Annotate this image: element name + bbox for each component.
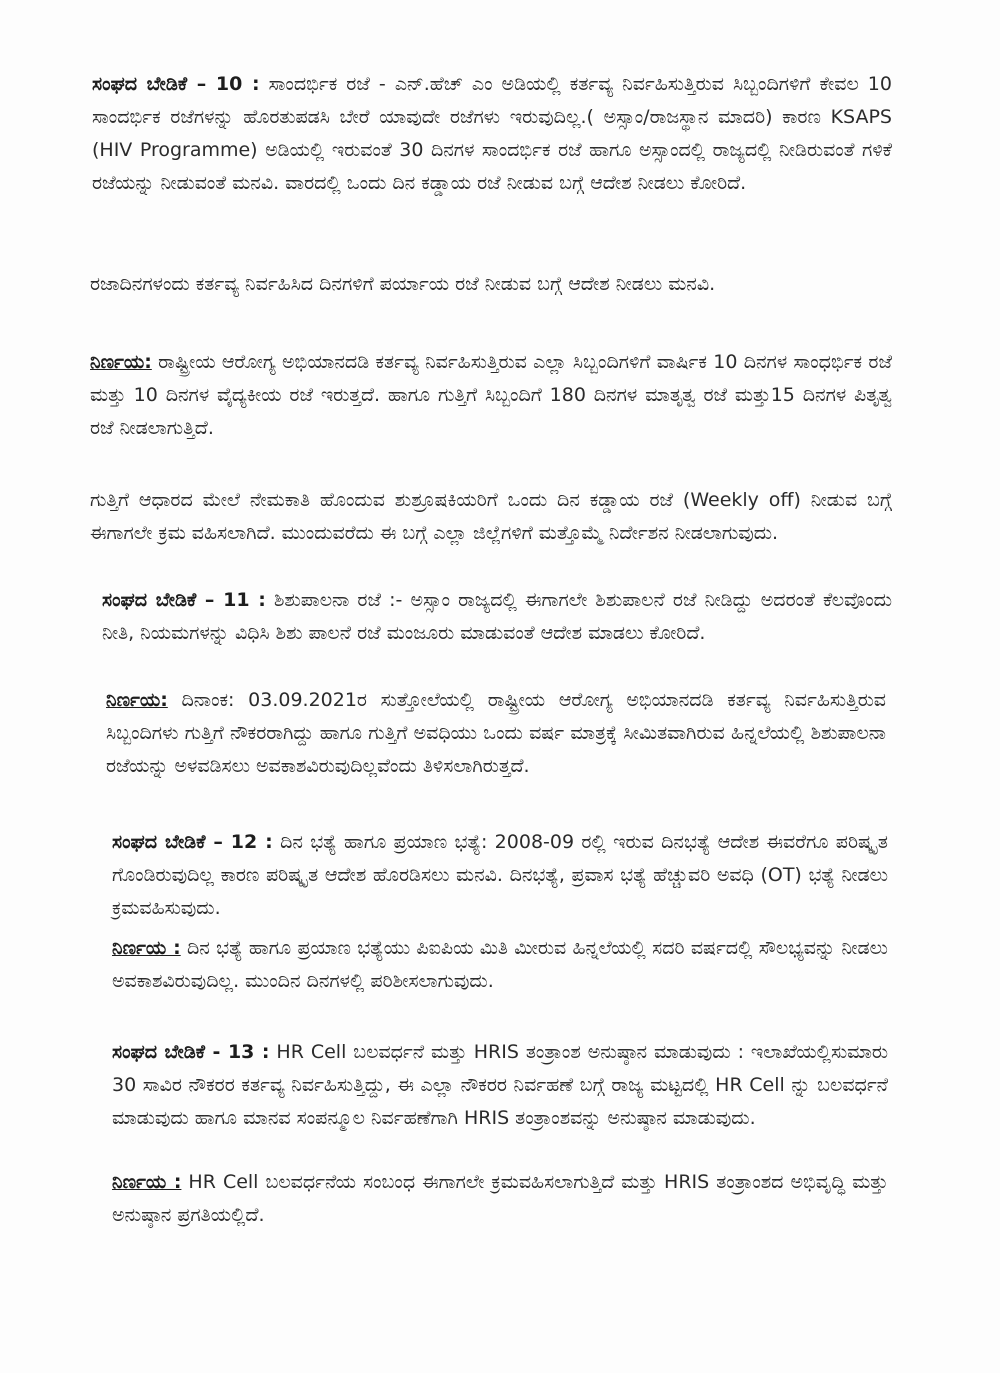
demand-11-paragraph: [102, 584, 892, 650]
demand-10-paragraph: [92, 68, 892, 200]
decision-13-paragraph: [112, 1166, 888, 1232]
weekly-off-body: ಗುತ್ತಿಗೆ ಆಧಾರದ ಮೇಲೆ ನೇಮಕಾತಿ ಹೊಂದುವ ಶುಶ್ರೂಷಕಿಯರಿಗೆ ಒಂದು ದಿನ ಕಡ್ಡಾಯ ರಜೆ (Weekly off) ನೀಡುವ ಬಗ್ಗೆ ಈಗಾಗಲೇ ಕ್ರಮ ವಹಿಸಲಾಗಿದೆ. ಮುಂದುವರೆದು ಈ ಬಗ್ಗೆ ಎಲ್ಲಾ ಜಿಲ್ಲೆಗಳಿಗೆ ಮತ್ತೊಮ್ಮೆ ನಿರ್ದೇಶನ ನೀಡಲಾಗುವುದು.: [90, 489, 892, 544]
decision-13-body: HR Cell ಬಲವರ್ಧನೆಯ ಸಂಬಂಧ ಈಗಾಗಲೇ ಕ್ರಮವಹಿಸಲಾಗುತ್ತಿದೆ ಮತ್ತು HRIS ತಂತ್ರಾಂಶದ ಅಭಿವೃದ್ಧಿ ಮತ್ತು ಅನುಷ್ಠಾನ ಪ್ರಗತಿಯಲ್ಲಿದೆ.: [112, 1171, 888, 1226]
decision-11-heading: ನಿರ್ಣಯ:: [106, 689, 168, 711]
decision-11-paragraph: [106, 684, 886, 783]
demand-13-paragraph: [112, 1036, 888, 1135]
demand-13-body: HR Cell ಬಲವರ್ಧನೆ ಮತ್ತು HRIS ತಂತ್ರಾಂಶ ಅನುಷ್ಠಾನ ಮಾಡುವುದು : ಇಲಾಖೆಯಲ್ಲಿಸುಮಾರು 30 ಸಾವಿರ ನೌಕರರ ಕರ್ತವ್ಯ ನಿರ್ವಹಿಸುತ್ತಿದ್ದು, ಈ ಎಲ್ಲಾ ನೌಕರರ ನಿರ್ವಹಣೆ ಬಗ್ಗೆ ರಾಜ್ಯ ಮಟ್ಟದಲ್ಲಿ HR Cell ನ್ನು ಬಲವರ್ಧನೆ ಮಾಡುವುದು ಹಾಗೂ ಮಾನವ ಸಂಪನ್ಮೂಲ ನಿರ್ವಹಣೆಗಾಗಿ HRIS ತಂತ್ರಾಂಶವನ್ನು ಅನುಷ್ಠಾನ ಮಾಡುವುದು.: [112, 1041, 888, 1129]
decision-12-paragraph: [112, 932, 888, 998]
demand-10-body: ಸಾಂದರ್ಭಿಕ ರಜೆ - ಎನ್.ಹೆಚ್ ಎಂ ಅಡಿಯಲ್ಲಿ ಕರ್ತವ್ಯ ನಿರ್ವಹಿಸುತ್ತಿರುವ ಸಿಬ್ಬಂದಿಗಳಿಗೆ ಕೇವಲ 10 ಸಾಂದರ್ಭಿಕ ರಜೆಗಳನ್ನು ಹೊರತುಪಡಸಿ ಬೇರೆ ಯಾವುದೇ ರಜೆಗಳು ಇರುವುದಿಲ್ಲ.( ಅಸ್ಸಾಂ/ರಾಜಸ್ಥಾನ ಮಾದರಿ) ಕಾರಣ KSAPS (HIV Programme) ಅಡಿಯಲ್ಲಿ ಇರುವಂತೆ 30 ದಿನಗಳ ಸಾಂದರ್ಭಿಕ ರಜೆ ಹಾಗೂ ಅಸ್ಸಾಂದಲ್ಲಿ ರಾಜ್ಯದಲ್ಲಿ ನೀಡಿರುವಂತೆ ಗಳಿಕೆ ರಜೆಯನ್ನು ನೀಡುವಂತೆ ಮನವಿ. ವಾರದಲ್ಲಿ ಒಂದು ದಿನ ಕಡ್ಡಾಯ ರಜೆ ನೀಡುವ ಬಗ್ಗೆ ಆದೇಶ ನೀಡಲು ಕೋರಿದೆ.: [92, 73, 892, 194]
demand-12-body: ದಿನ ಭತ್ಯೆ ಹಾಗೂ ಪ್ರಯಾಣ ಭತ್ಯೆ: 2008-09 ರಲ್ಲಿ ಇರುವ ದಿನಭತ್ಯೆ ಆದೇಶ ಈವರೆಗೂ ಪರಿಷ್ಕೃತ ಗೊಂಡಿರುವುದಿಲ್ಲ ಕಾರಣ ಪರಿಷ್ಕೃತ ಆದೇಶ ಹೊರಡಿಸಲು ಮನವಿ. ದಿನಭತ್ಯೆ, ಪ್ರವಾಸ ಭತ್ಯೆ ಹೆಚ್ಚುವರಿ ಅವಧಿ (OT) ಭತ್ಯೆ ನೀಡಲು ಕ್ರಮವಹಿಸುವುದು.: [112, 831, 888, 919]
decision-10-body: ರಾಷ್ಟ್ರೀಯ ಆರೋಗ್ಯ ಅಭಿಯಾನದಡಿ ಕರ್ತವ್ಯ ನಿರ್ವಹಿಸುತ್ತಿರುವ ಎಲ್ಲಾ ಸಿಬ್ಬಂದಿಗಳಿಗೆ ವಾರ್ಷಿಕ 10 ದಿನಗಳ ಸಾಂಧರ್ಭಿಕ ರಜೆ ಮತ್ತು 10 ದಿನಗಳ ವೈದ್ಯಕೀಯ ರಜೆ ಇರುತ್ತದೆ. ಹಾಗೂ ಗುತ್ತಿಗೆ ಸಿಬ್ಬಂದಿಗೆ 180 ದಿನಗಳ ಮಾತೃತ್ವ ರಜೆ ಮತ್ತು15 ದಿನಗಳ ಪಿತೃತ್ವ ರಜೆ ನೀಡಲಾಗುತ್ತಿದೆ.: [90, 351, 892, 439]
demand-12-heading: ಸಂಘದ ಬೇಡಿಕೆ – 12 :: [112, 831, 273, 853]
demand-13-heading: ಸಂಘದ ಬೇಡಿಕೆ - 13 :: [112, 1041, 270, 1063]
decision-13-heading: ನಿರ್ಣಯ :: [112, 1171, 182, 1193]
holiday-compensation-paragraph: [90, 268, 892, 301]
decision-10-paragraph: [90, 346, 892, 445]
holiday-compensation-body: ರಜಾದಿನಗಳಂದು ಕರ್ತವ್ಯ ನಿರ್ವಹಿಸಿದ ದಿನಗಳಿಗೆ ಪರ್ಯಾಯ ರಜೆ ನೀಡುವ ಬಗ್ಗೆ ಆದೇಶ ನೀಡಲು ಮನವಿ.: [90, 273, 716, 295]
demand-10-heading: ಸಂಘದ ಬೇಡಿಕೆ – 10 :: [92, 73, 260, 95]
demand-11-heading: ಸಂಘದ ಬೇಡಿಕೆ – 11 :: [102, 589, 266, 611]
weekly-off-paragraph: [90, 484, 892, 550]
demand-12-paragraph: [112, 826, 888, 925]
demand-11-body: ಶಿಶುಪಾಲನಾ ರಜೆ :- ಅಸ್ಸಾಂ ರಾಜ್ಯದಲ್ಲಿ ಈಗಾಗಲೇ ಶಿಶುಪಾಲನೆ ರಜೆ ನೀಡಿದ್ದು ಅದರಂತೆ ಕೆಲವೊಂದು ನೀತಿ, ನಿಯಮಗಳನ್ನು ವಿಧಿಸಿ ಶಿಶು ಪಾಲನೆ ರಜೆ ಮಂಜೂರು ಮಾಡುವಂತೆ ಆದೇಶ ಮಾಡಲು ಕೋರಿದೆ.: [102, 589, 892, 644]
decision-11-body: ದಿನಾಂಕ: 03.09.2021ರ ಸುತ್ತೋಲೆಯಲ್ಲಿ ರಾಷ್ಟ್ರೀಯ ಆರೋಗ್ಯ ಅಭಿಯಾನದಡಿ ಕರ್ತವ್ಯ ನಿರ್ವಹಿಸುತ್ತಿರುವ ಸಿಬ್ಬಂದಿಗಳು ಗುತ್ತಿಗೆ ನೌಕರರಾಗಿದ್ದು ಹಾಗೂ ಗುತ್ತಿಗೆ ಅವಧಿಯು ಒಂದು ವರ್ಷ ಮಾತ್ರಕ್ಕೆ ಸೀಮಿತವಾಗಿರುವ ಹಿನ್ನಲೆಯಲ್ಲಿ ಶಿಶುಪಾಲನಾ ರಜೆಯನ್ನು ಅಳವಡಿಸಲು ಅವಕಾಶವಿರುವುದಿಲ್ಲವೆಂದು ತಿಳಿಸಲಾಗಿರುತ್ತದೆ.: [106, 689, 886, 777]
decision-10-heading: ನಿರ್ಣಯ:: [90, 351, 152, 373]
decision-12-heading: ನಿರ್ಣಯ :: [112, 937, 181, 959]
decision-12-body: ದಿನ ಭತ್ಯೆ ಹಾಗೂ ಪ್ರಯಾಣ ಭತ್ಯೆಯು ಪಿಐಪಿಯ ಮಿತಿ ಮೀರುವ ಹಿನ್ನಲೆಯಲ್ಲಿ ಸದರಿ ವರ್ಷದಲ್ಲಿ ಸೌಲಭ್ಯವನ್ನು ನೀಡಲು ಅವಕಾಶವಿರುವುದಿಲ್ಲ. ಮುಂದಿನ ದಿನಗಳಲ್ಲಿ ಪರಿಶೀಸಲಾಗುವುದು.: [112, 937, 888, 992]
